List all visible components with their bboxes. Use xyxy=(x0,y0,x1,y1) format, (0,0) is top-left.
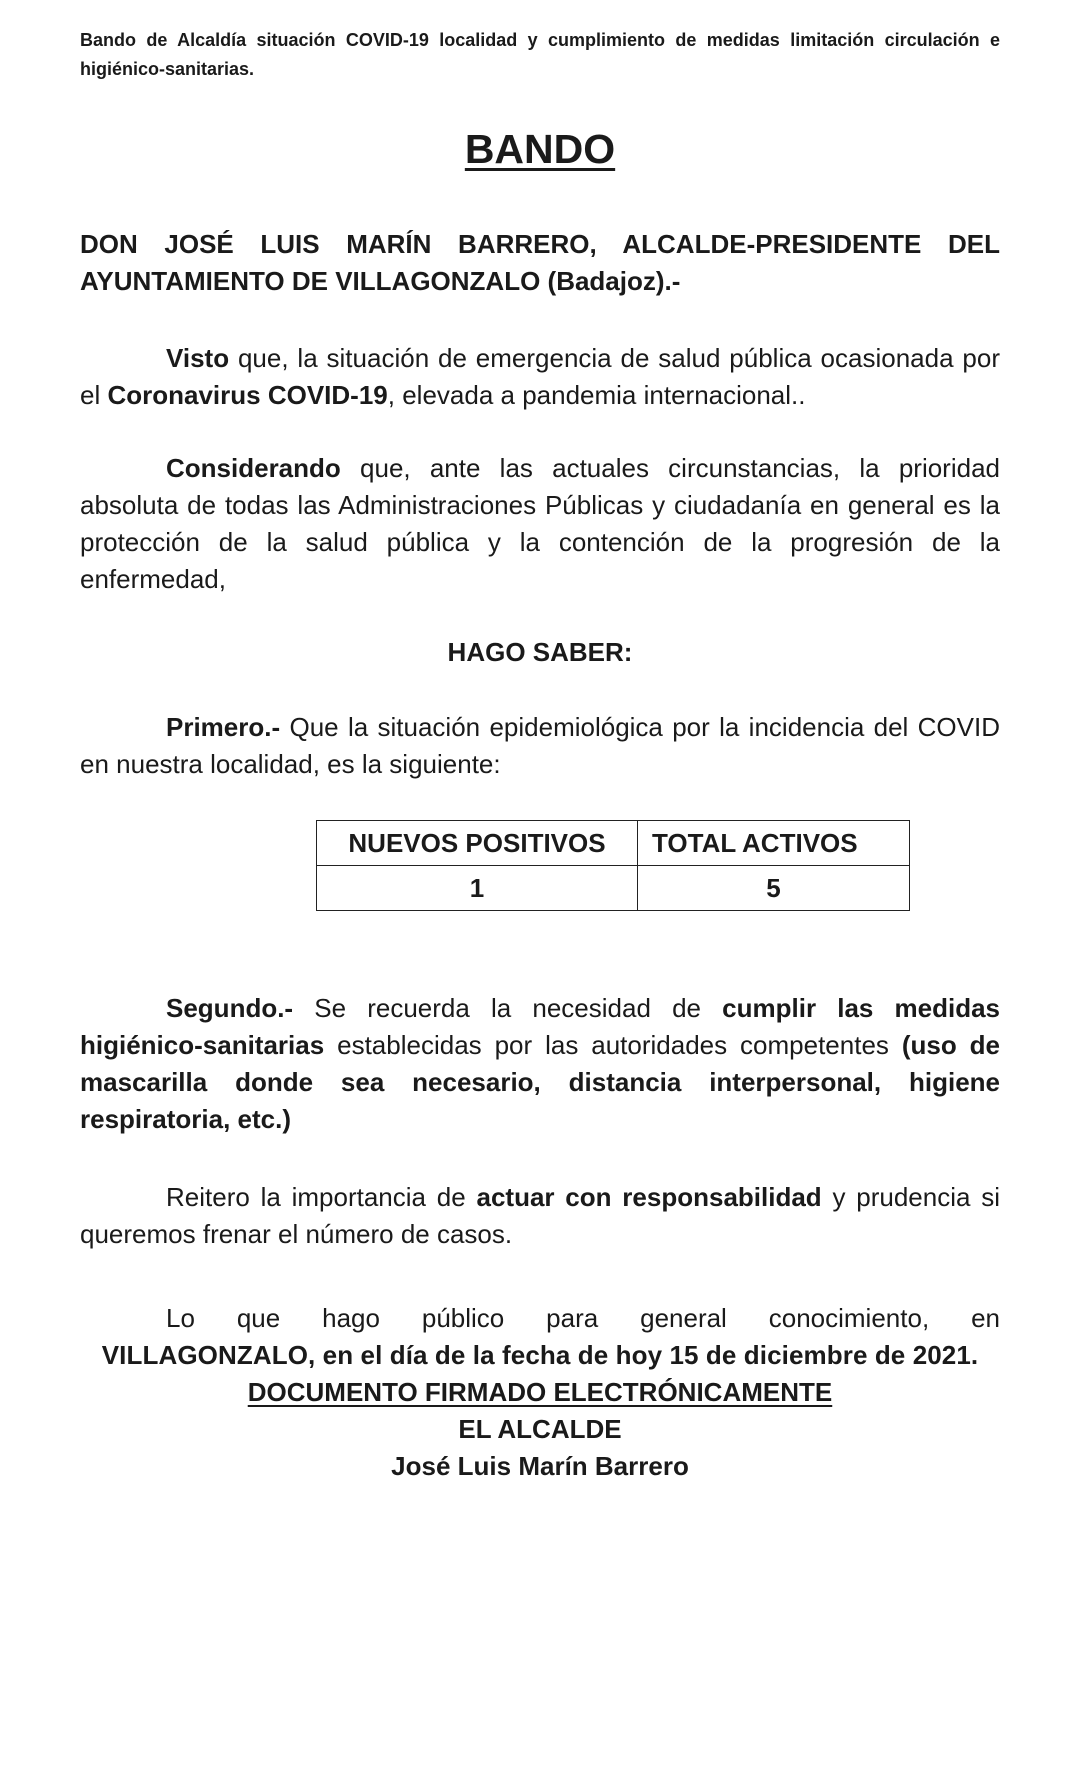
signature-cargo: EL ALCALDE xyxy=(458,1414,622,1444)
header-nuevos-positivos: NUEVOS POSITIVOS xyxy=(317,821,638,866)
considerando-lead: Considerando xyxy=(166,453,341,483)
visto-text-end: , elevada a pandemia internacional.. xyxy=(387,380,806,410)
considerando-paragraph xyxy=(80,450,1000,598)
document-header: Bando de Alcaldía situación COVID-19 localidad y cumplimiento de medidas limitación circulación e higiénico-sanitarias. xyxy=(80,30,1000,79)
header-total-activos: TOTAL ACTIVOS xyxy=(638,821,910,866)
segundo-bold-list: (uso de mascarilla donde sea necesario, distancia interpersonal, higiene respiratoria, etc.) xyxy=(80,1030,1000,1134)
segundo-text-2: establecidas por las autoridades competentes xyxy=(324,1030,902,1060)
segundo-lead: Segundo.- xyxy=(166,993,294,1023)
segundo-paragraph xyxy=(80,990,1000,1138)
signature-firmado xyxy=(80,1374,1000,1411)
visto-paragraph xyxy=(80,340,1000,414)
value-total-activos: 5 xyxy=(638,866,910,911)
primero-paragraph xyxy=(80,709,1000,783)
visto-bold: Coronavirus COVID-19 xyxy=(107,380,388,410)
document-title: BANDO xyxy=(464,126,616,172)
primero-text: Que la situación epidemiológica por la incidencia del COVID en nuestra localidad, es la siguiente: xyxy=(80,712,1000,779)
closing-line-2: VILLAGONZALO, en el día de la fecha de hoy 15 de diciembre de 2021. xyxy=(101,1340,979,1370)
closing-line-1: Lo que hago público para general conocimiento, en xyxy=(166,1303,1000,1333)
visto-lead: Visto xyxy=(166,343,230,373)
reitero-paragraph xyxy=(80,1179,1000,1253)
reitero-text: Reitero la importancia de xyxy=(166,1182,477,1212)
considerando-text: que, ante las actuales circunstancias, la prioridad absoluta de todas las Administraciones Públicas y ciudadanía en general es la protección de la salud pública y la contención de la progresión de la enfermedad, xyxy=(80,453,1000,594)
segundo-bold-medidas: cumplir las medidas higiénico-sanitarias xyxy=(80,993,1001,1060)
incidence-table-wrap xyxy=(316,820,910,911)
segundo-text: Se recuerda la necesidad de xyxy=(293,993,723,1023)
value-nuevos-positivos: 1 xyxy=(317,866,638,911)
table-header-row xyxy=(317,821,910,866)
intro-paragraph: DON JOSÉ LUIS MARÍN BARRERO, ALCALDE-PRESIDENTE DEL AYUNTAMIENTO DE VILLAGONZALO (Badajoz).- xyxy=(80,229,1000,296)
visto-text: que, la situación de emergencia de salud pública ocasionada por el xyxy=(80,343,1000,410)
table-row xyxy=(317,866,910,911)
primero-lead: Primero.- xyxy=(166,712,281,742)
incidence-table xyxy=(316,820,910,911)
hago-saber-heading: HAGO SABER: xyxy=(447,637,633,667)
signature-firmado-text: DOCUMENTO FIRMADO ELECTRÓNICAMENTE xyxy=(247,1377,833,1407)
reitero-text-end: y prudencia si queremos frenar el número de casos. xyxy=(80,1182,1000,1249)
signature-nombre: José Luis Marín Barrero xyxy=(391,1451,689,1481)
reitero-bold: actuar con responsabilidad xyxy=(476,1182,822,1212)
